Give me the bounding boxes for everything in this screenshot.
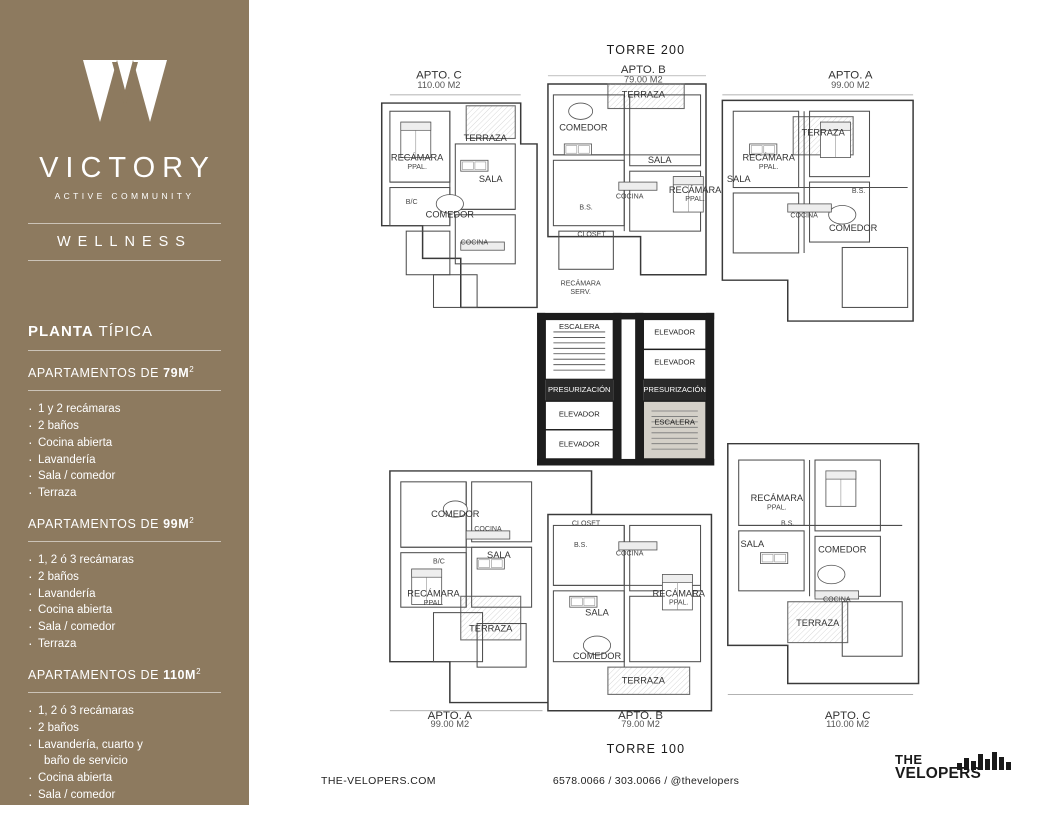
section-prefix-99: APARTAMENTOS DE	[28, 517, 164, 532]
list-item: · 2 baños	[28, 720, 221, 737]
svg-text:COCINA: COCINA	[474, 524, 502, 533]
svg-text:PPAL.: PPAL.	[758, 163, 779, 172]
footer-website[interactable]: THE-VELOPERS.COM	[321, 775, 436, 787]
features-list-110	[28, 703, 221, 821]
svg-text:RECÁMARA: RECÁMARA	[560, 279, 601, 288]
list-item-line2: baño de servicio	[44, 755, 128, 768]
svg-text:ELEVADOR: ELEVADOR	[558, 409, 600, 419]
apt-area-c-top: 110.00 M2	[417, 80, 461, 91]
svg-text:COMEDOR: COMEDOR	[828, 223, 878, 234]
list-item: · Sala / comedor	[28, 468, 221, 485]
svg-text:TERRAZA: TERRAZA	[621, 89, 665, 100]
brand-logo-block	[28, 0, 221, 261]
svg-text:CLOSET: CLOSET	[577, 230, 606, 239]
list-item: · Lavandería	[28, 586, 221, 603]
brand-name: VICTORY	[39, 152, 216, 184]
list-item: · Sala / comedor	[28, 787, 221, 804]
svg-text:PPAL.: PPAL.	[767, 503, 787, 512]
features-list-79	[28, 401, 221, 502]
section-divider-79	[28, 390, 221, 391]
section-value-99: 99M	[163, 517, 190, 532]
list-item: · Cocina abierta	[28, 770, 221, 787]
brand-tagline: ACTIVE COMMUNITY	[54, 191, 195, 201]
svg-text:RECÁMARA: RECÁMARA	[750, 492, 804, 503]
svg-text:SALA: SALA	[478, 174, 503, 185]
page-title	[28, 323, 221, 340]
svg-text:COMEDOR: COMEDOR	[572, 650, 622, 661]
svg-text:ELEVADOR: ELEVADOR	[654, 327, 696, 337]
svg-text:RECÁMARA: RECÁMARA	[668, 184, 722, 195]
apt-area-b-top: 79.00 M2	[624, 74, 663, 85]
page-title-rest: TÍPICA	[93, 323, 153, 340]
section-prefix-79: APARTAMENTOS DE	[28, 366, 164, 381]
apt-area-a-bottom: 99.00 M2	[430, 719, 470, 730]
svg-text:PPAL.: PPAL.	[407, 163, 427, 172]
section-sup-99: 2	[189, 515, 195, 525]
brand-sub: WELLNESS	[57, 234, 192, 250]
svg-text:COMEDOR: COMEDOR	[425, 209, 475, 220]
list-item: · Terraza	[28, 804, 221, 821]
floor-plan-drawing	[379, 62, 924, 730]
svg-text:B.S.: B.S.	[851, 186, 866, 195]
svg-text:RECÁMARA: RECÁMARA	[652, 588, 705, 599]
list-item: · Sala / comedor	[28, 619, 221, 636]
svg-text:RECÁMARA: RECÁMARA	[390, 152, 444, 163]
apt-area-a-top: 99.00 M2	[831, 80, 870, 91]
svg-text:COMEDOR: COMEDOR	[818, 544, 867, 555]
section-value-110: 110M	[163, 668, 197, 683]
svg-text:COMEDOR: COMEDOR	[559, 122, 608, 133]
apt-label-c-top: APTO. C	[416, 69, 462, 82]
section-sup-79: 2	[189, 365, 195, 374]
svg-text:RECÁMARA: RECÁMARA	[407, 588, 460, 599]
svg-text:COMEDOR: COMEDOR	[431, 509, 480, 520]
svg-text:ELEVADOR: ELEVADOR	[654, 357, 696, 367]
svg-text:SALA: SALA	[740, 539, 765, 550]
sidebar	[0, 0, 249, 818]
list-item: · 1, 2 ó 3 recámaras	[28, 552, 221, 569]
section-prefix-110: APARTAMENTOS DE	[28, 668, 164, 683]
footer-contact[interactable]: 6578.0066 / 303.0066 / @thevelopers	[552, 775, 740, 787]
victory-chevron-logo-icon	[83, 60, 167, 136]
list-item: · Cocina abierta	[28, 602, 221, 619]
apt-label-b-top: APTO. B	[620, 64, 666, 77]
svg-text:TERRAZA: TERRAZA	[801, 127, 845, 138]
svg-text:B.S.: B.S.	[573, 541, 588, 550]
svg-text:COCINA: COCINA	[460, 238, 489, 247]
list-item: · 2 baños	[28, 418, 221, 435]
plan-area	[249, 0, 1043, 805]
developer-logo	[895, 752, 1013, 783]
svg-text:SALA: SALA	[647, 155, 672, 166]
list-item: · Cocina abierta	[28, 435, 221, 452]
svg-text:SALA: SALA	[726, 174, 751, 185]
svg-text:B/C: B/C	[405, 197, 418, 206]
apt-label-a-bottom: APTO. A	[427, 709, 472, 722]
list-item: · 1, 2 ó 3 recámaras	[28, 703, 221, 720]
tower-label-bottom: TORRE 100	[606, 742, 686, 756]
svg-text:ELEVADOR: ELEVADOR	[558, 439, 600, 449]
section-title-79	[28, 365, 221, 380]
section-title-110	[28, 667, 221, 682]
apt-area-c-bottom: 110.00 M2	[826, 719, 870, 730]
list-item-line1: Lavandería, cuarto y	[38, 738, 143, 751]
svg-text:TERRAZA: TERRAZA	[469, 623, 513, 634]
svg-text:RECÁMARA: RECÁMARA	[742, 152, 795, 163]
svg-text:B.S.: B.S.	[579, 203, 593, 212]
apt-area-b-bottom: 79.00 M2	[621, 719, 660, 730]
svg-text:ESCALERA: ESCALERA	[654, 417, 695, 427]
svg-text:PRESURIZACIÓN: PRESURIZACIÓN	[547, 384, 611, 394]
section-sup-110: 2	[196, 666, 202, 676]
svg-text:CLOSET: CLOSET	[571, 519, 601, 528]
list-item	[28, 737, 221, 771]
svg-text:B/C: B/C	[433, 557, 445, 566]
svg-text:B.S.: B.S.	[781, 519, 795, 528]
list-item: · 2 baños	[28, 569, 221, 586]
svg-text:PPAL.: PPAL.	[668, 598, 689, 607]
section-value-79: 79M	[163, 366, 190, 381]
page-title-bold: PLANTA	[28, 323, 94, 340]
apt-label-b-bottom: APTO. B	[618, 709, 664, 722]
svg-text:ESCALERA: ESCALERA	[558, 322, 600, 332]
apt-label-c-bottom: APTO. C	[824, 709, 871, 722]
list-item: · Terraza	[28, 485, 221, 502]
svg-text:COCINA: COCINA	[823, 595, 851, 604]
developer-logo-line1: THE	[895, 752, 923, 767]
svg-text:SALA: SALA	[585, 607, 609, 618]
tower-label-top: TORRE 200	[606, 43, 686, 57]
svg-text:TERRAZA: TERRAZA	[621, 675, 665, 686]
apt-label-a-top: APTO. A	[828, 69, 873, 82]
svg-text:SERV.: SERV.	[570, 287, 591, 296]
developer-logo-line2: VELOPERS	[895, 765, 982, 782]
svg-text:COCINA: COCINA	[790, 211, 818, 220]
svg-text:COCINA: COCINA	[615, 549, 644, 558]
brand-divider-top	[28, 223, 221, 224]
svg-text:TERRAZA: TERRAZA	[463, 133, 507, 144]
features-list-99	[28, 552, 221, 653]
list-item: · Lavandería	[28, 452, 221, 469]
svg-text:SALA: SALA	[487, 550, 511, 561]
section-title-99	[28, 516, 221, 531]
brand-divider-bottom	[28, 260, 221, 261]
svg-text:COCINA: COCINA	[615, 192, 644, 201]
svg-text:PPAL.: PPAL.	[423, 599, 444, 608]
section-divider-99	[28, 541, 221, 542]
list-item: · 1 y 2 recámaras	[28, 401, 221, 418]
planta-divider	[28, 350, 221, 351]
list-item: · Terraza	[28, 636, 221, 653]
svg-text:PRESURIZACIÓN: PRESURIZACIÓN	[643, 384, 706, 394]
svg-text:TERRAZA: TERRAZA	[796, 618, 840, 629]
section-divider-110	[28, 692, 221, 693]
svg-text:PPAL.: PPAL.	[685, 195, 705, 204]
